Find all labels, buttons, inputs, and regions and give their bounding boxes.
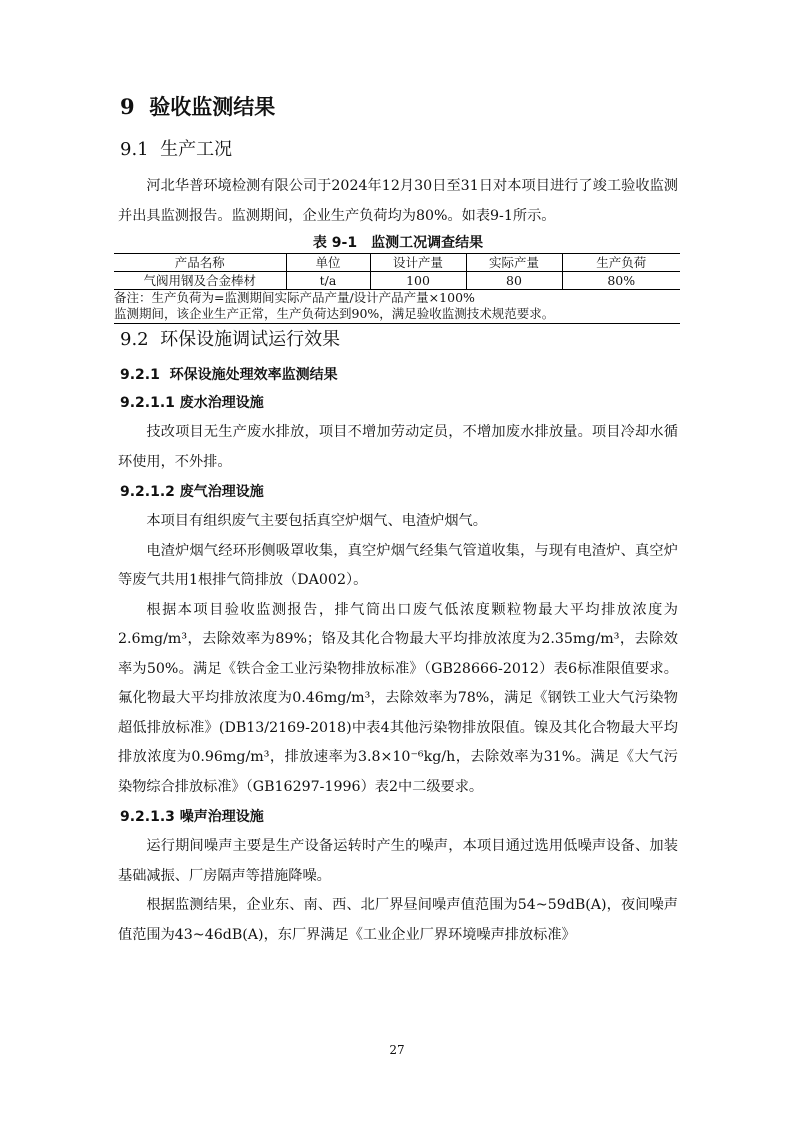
section-number: 9 bbox=[120, 94, 135, 119]
table-row bbox=[114, 272, 680, 290]
paragraph-wastewater: 技改项目无生产废水排放，项目不增加劳动定员，不增加废水排放量。项目冷却水循环使用，不外排。 bbox=[118, 424, 678, 470]
subsection-heading-9-1 bbox=[120, 136, 678, 164]
heading-number: 9.2.1.2 bbox=[120, 484, 175, 500]
subsection-number: 9.2 bbox=[120, 329, 149, 350]
heading-9-2-1-1 bbox=[120, 390, 678, 416]
subsection-title: 环保设施调试运行效果 bbox=[160, 329, 341, 350]
table-note: 监测期间，该企业生产正常，生产负荷达到90%，满足验收监测技术规范要求。 bbox=[114, 306, 555, 321]
heading-title: 噪声治理设施 bbox=[179, 809, 264, 825]
heading-9-2-1 bbox=[120, 362, 678, 388]
paragraph-noise-2: 根据监测结果，企业东、南、西、北厂界昼间噪声值范围为54~59dB(A)，夜间噪声值范围为43~46dB(A)，东厂界满足《工业企业厂界环境噪声排放标准》 bbox=[118, 897, 678, 943]
table-header-row bbox=[114, 254, 680, 272]
heading-number: 9.2.1 bbox=[120, 367, 160, 383]
paragraph-waste-gas-1: 本项目有组织废气主要包括真空炉烟气、电渣炉烟气。 bbox=[146, 513, 487, 529]
table-notes bbox=[114, 290, 680, 324]
heading-title: 废气治理设施 bbox=[179, 484, 264, 500]
monitoring-conditions-table bbox=[114, 253, 680, 290]
table-cell: 80 bbox=[466, 272, 562, 290]
paragraph-waste-gas-3: 根据本项目验收监测报告，排气筒出口废气低浓度颗粒物最大平均排放浓度为2.6mg/m³，去除效率为89%；铬及其化合物最大平均排放浓度为2.35mg/m³，去除效率为50%。满足《铁合金工业污染物排放标准》（GB28666-2012）表6标准限值要求。氟化物最大平均排放浓度为0.46mg/m³，去除效率为78%，满足《钢铁工业大气污染物超低排放标准》(DB13/2169-2018)中表4其他污染物排放限值。镍及其化合物最大平均排放浓度为0.96mg/m³，排放速率为3.8×10⁻⁶kg/h，去除效率为31%。满足《大气污染物综合排放标准》（GB16297-1996）表2中二级要求。 bbox=[118, 601, 678, 795]
heading-9-2-1-2 bbox=[120, 479, 678, 505]
section-heading bbox=[120, 92, 678, 122]
heading-9-2-1-3 bbox=[120, 804, 678, 830]
paragraph-noise-1: 运行期间噪声主要是生产设备运转时产生的噪声，本项目通过选用低噪声设备、加装基础减振、厂房隔声等措施降噪。 bbox=[118, 838, 678, 884]
table-cell: 80% bbox=[562, 272, 680, 290]
subsection-number: 9.1 bbox=[120, 139, 149, 160]
table-caption: 表 9-1 监测工况调查结果 bbox=[312, 235, 484, 251]
paragraph-waste-gas-2: 电渣炉烟气经环形侧吸罩收集，真空炉烟气经集气管道收集，与现有电渣炉、真空炉等废气共用1根排气筒排放（DA002）。 bbox=[118, 542, 678, 588]
heading-title: 废水治理设施 bbox=[179, 395, 264, 411]
table-cell: 100 bbox=[370, 272, 466, 290]
page-number: 27 bbox=[389, 1043, 405, 1057]
subsection-title: 生产工况 bbox=[160, 139, 233, 160]
table-header-cell: 产品名称 bbox=[114, 254, 286, 272]
table-header-cell: 单位 bbox=[286, 254, 370, 272]
table-cell: 气阀用钢及合金棒材 bbox=[114, 272, 286, 290]
paragraph-production: 河北华普环境检测有限公司于2024年12月30日至31日对本项目进行了竣工验收监测并出具监测报告。监测期间，企业生产负荷均为80%。如表9-1所示。 bbox=[118, 178, 678, 224]
table-note: 备注：生产负荷为=监测期间实际产品产量/设计产品产量×100% bbox=[114, 290, 475, 305]
table-header-cell: 实际产量 bbox=[466, 254, 562, 272]
table-header-cell: 设计产量 bbox=[370, 254, 466, 272]
section-title: 验收监测结果 bbox=[149, 94, 276, 119]
heading-title: 环保设施处理效率监测结果 bbox=[169, 367, 338, 383]
table-cell: t/a bbox=[286, 272, 370, 290]
table-header-cell: 生产负荷 bbox=[562, 254, 680, 272]
subsection-heading-9-2 bbox=[120, 326, 678, 354]
heading-number: 9.2.1.1 bbox=[120, 395, 175, 411]
document-page bbox=[114, 92, 678, 950]
heading-number: 9.2.1.3 bbox=[120, 809, 175, 825]
